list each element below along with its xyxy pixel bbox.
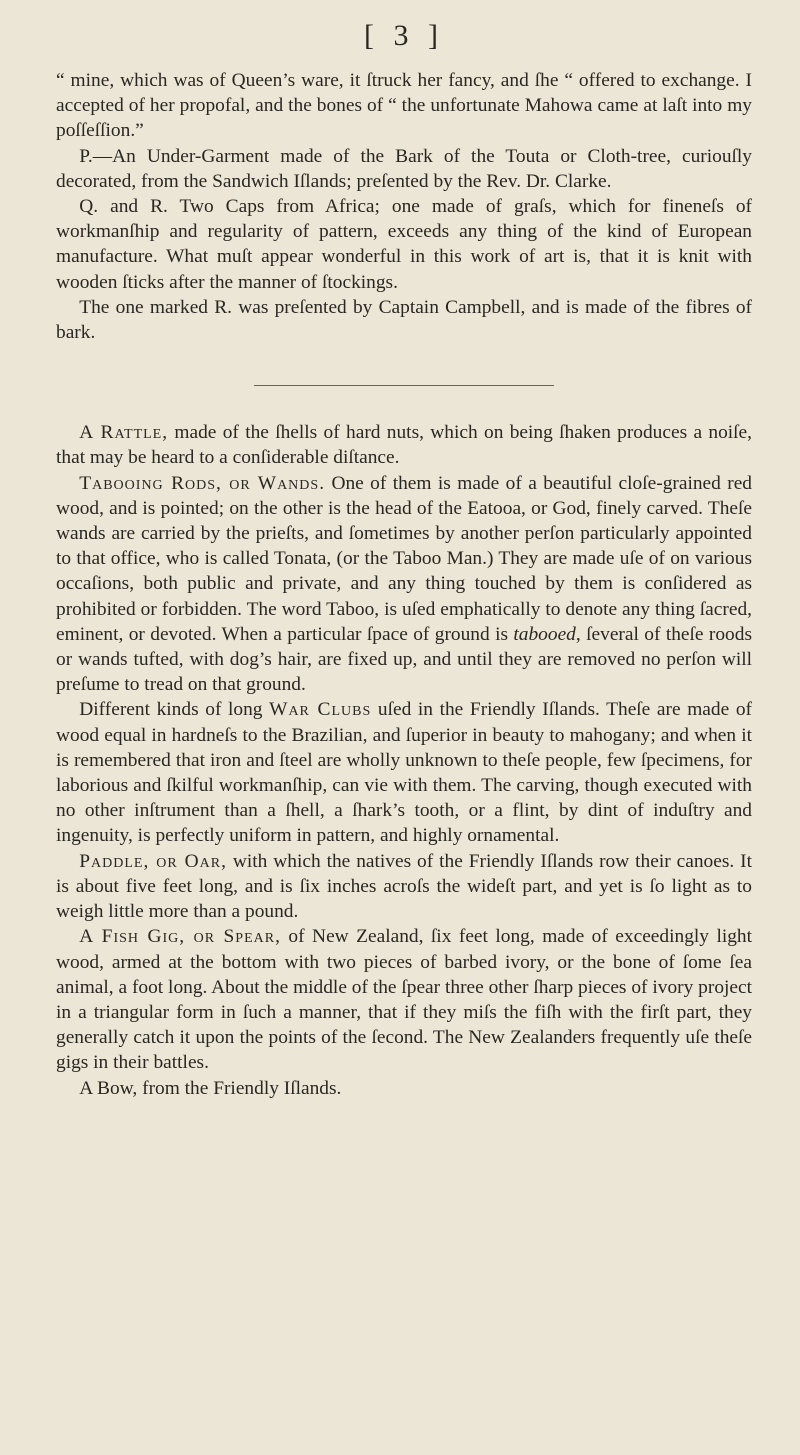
rattle-paragraph [56,420,752,470]
tabooing-paragraph [56,471,752,698]
tabooing-heading: Tabooing Rods, or Wands. [79,472,326,494]
catalogue-section-1 [56,68,752,345]
paddle-text: with which the natives of the Friendly Iſlands row their canoes. It is about five feet long, and is ſix inches acroſs the wideſt part, and yet is ſo light as to weigh little more than a pound. [56,850,752,923]
tabooing-text-a: One of them is made of a beautiful cloſe-grained red wood, and is pointed; on the other is the head of the Eatooa, or God, finely carved. Theſe wands are carried by the prieſts, and ſometimes by another perſon particularly appointed to that office, who is called Tonata, (or the Taboo Man.) They are made uſe of on various occaſions, both public and private, and any thing touched by them is conſidered as prohibited or forbidden. The word Taboo, is uſed emphatically to denote any thing ſacred, eminent, or devoted. When a particular ſpace of ground is [56,472,752,645]
fish-gig-text: of New Zealand, ſix feet long, made of exceedingly light wood, armed at the bottom with two pieces of barbed ivory, or the bone of ſome ſea animal, a foot long. About the middle of the ſpear three other ſharp pieces of ivory project in a triangular form in ſuch a manner, that if they miſs the fiſh with the firſt part, they generally catch it upon the points of the ſecond. The New Zealanders frequently uſe theſe gigs in their battles. [56,926,753,1074]
fish-gig-heading: A Fish Gig, or Spear, [79,926,281,948]
bow-paragraph: A Bow, from the Friendly Iſlands. [79,1077,342,1099]
item-qr-paragraph: Q. and R. Two Caps from Africa; one made of graſs, which for fineneſs of workmanſhip and regularity of pattern, exceeds any thing of the kind of European manufacture. What muſt appear wonderful in this work of art is, that it is knit with wooden ſticks after the manner of ſtockings. [56,196,752,293]
rattle-heading: A Rattle, [79,422,169,444]
fish-gig-paragraph [56,924,752,1075]
paddle-paragraph [56,849,752,925]
war-clubs-paragraph [56,697,752,848]
war-clubs-heading: War Clubs [269,699,372,721]
tabooed-word: tabooed [513,623,576,645]
tabooing-text-b: , ſeveral of theſe roods or wands tufted, with dog’s hair, are fixed up, and until they are removed no perſon will preſume to tread on that ground. [56,623,752,696]
page-number: [ 3 ] [364,19,444,52]
rattle-text: made of the ſhells of hard nuts, which on being ſhaken produces a noiſe, that may be heard to a conſiderable diſtance. [56,422,752,469]
item-r-paragraph: The one marked R. was preſented by Captain Campbell, and is made of the fibres of bark. [56,296,752,344]
item-p-paragraph: P.—An Under-Garment made of the Bark of the Touta or Cloth-tree, curiouſly decorated, from the Sandwich Iſlands; preſented by the Rev. Dr. Clarke. [56,145,752,192]
paddle-heading: Paddle, or Oar, [79,850,227,872]
quote-paragraph: “ mine, which was of Queen’s ware, it ſtruck her fancy, and ſhe “ offered to exchange. I accepted of her propofal, and the bones of “ the unfortunate Mahowa came at laſt into my poſſeſſion.” [56,70,752,142]
section-divider [254,385,554,386]
war-clubs-text: uſed in the Friendly Iſlands. Theſe are made of wood equal in hardneſs to the Brazilian, and ſuperior in beauty to mahogany; and when it is remembered that iron and ſteel are wholly unknown to theſe people, few ſpecimens, for laborious and ſkilful workmanſhip, can vie with them. The carving, though executed with no other inſtrument than a ſhell, a ſhark’s tooth, or a flint, by dint of induſtry and ingenuity, is perfectly uniform in pattern, and highly ornamental. [56,699,752,847]
catalogue-section-2 [56,420,752,1100]
war-clubs-pre: Different kinds of long [79,699,270,721]
